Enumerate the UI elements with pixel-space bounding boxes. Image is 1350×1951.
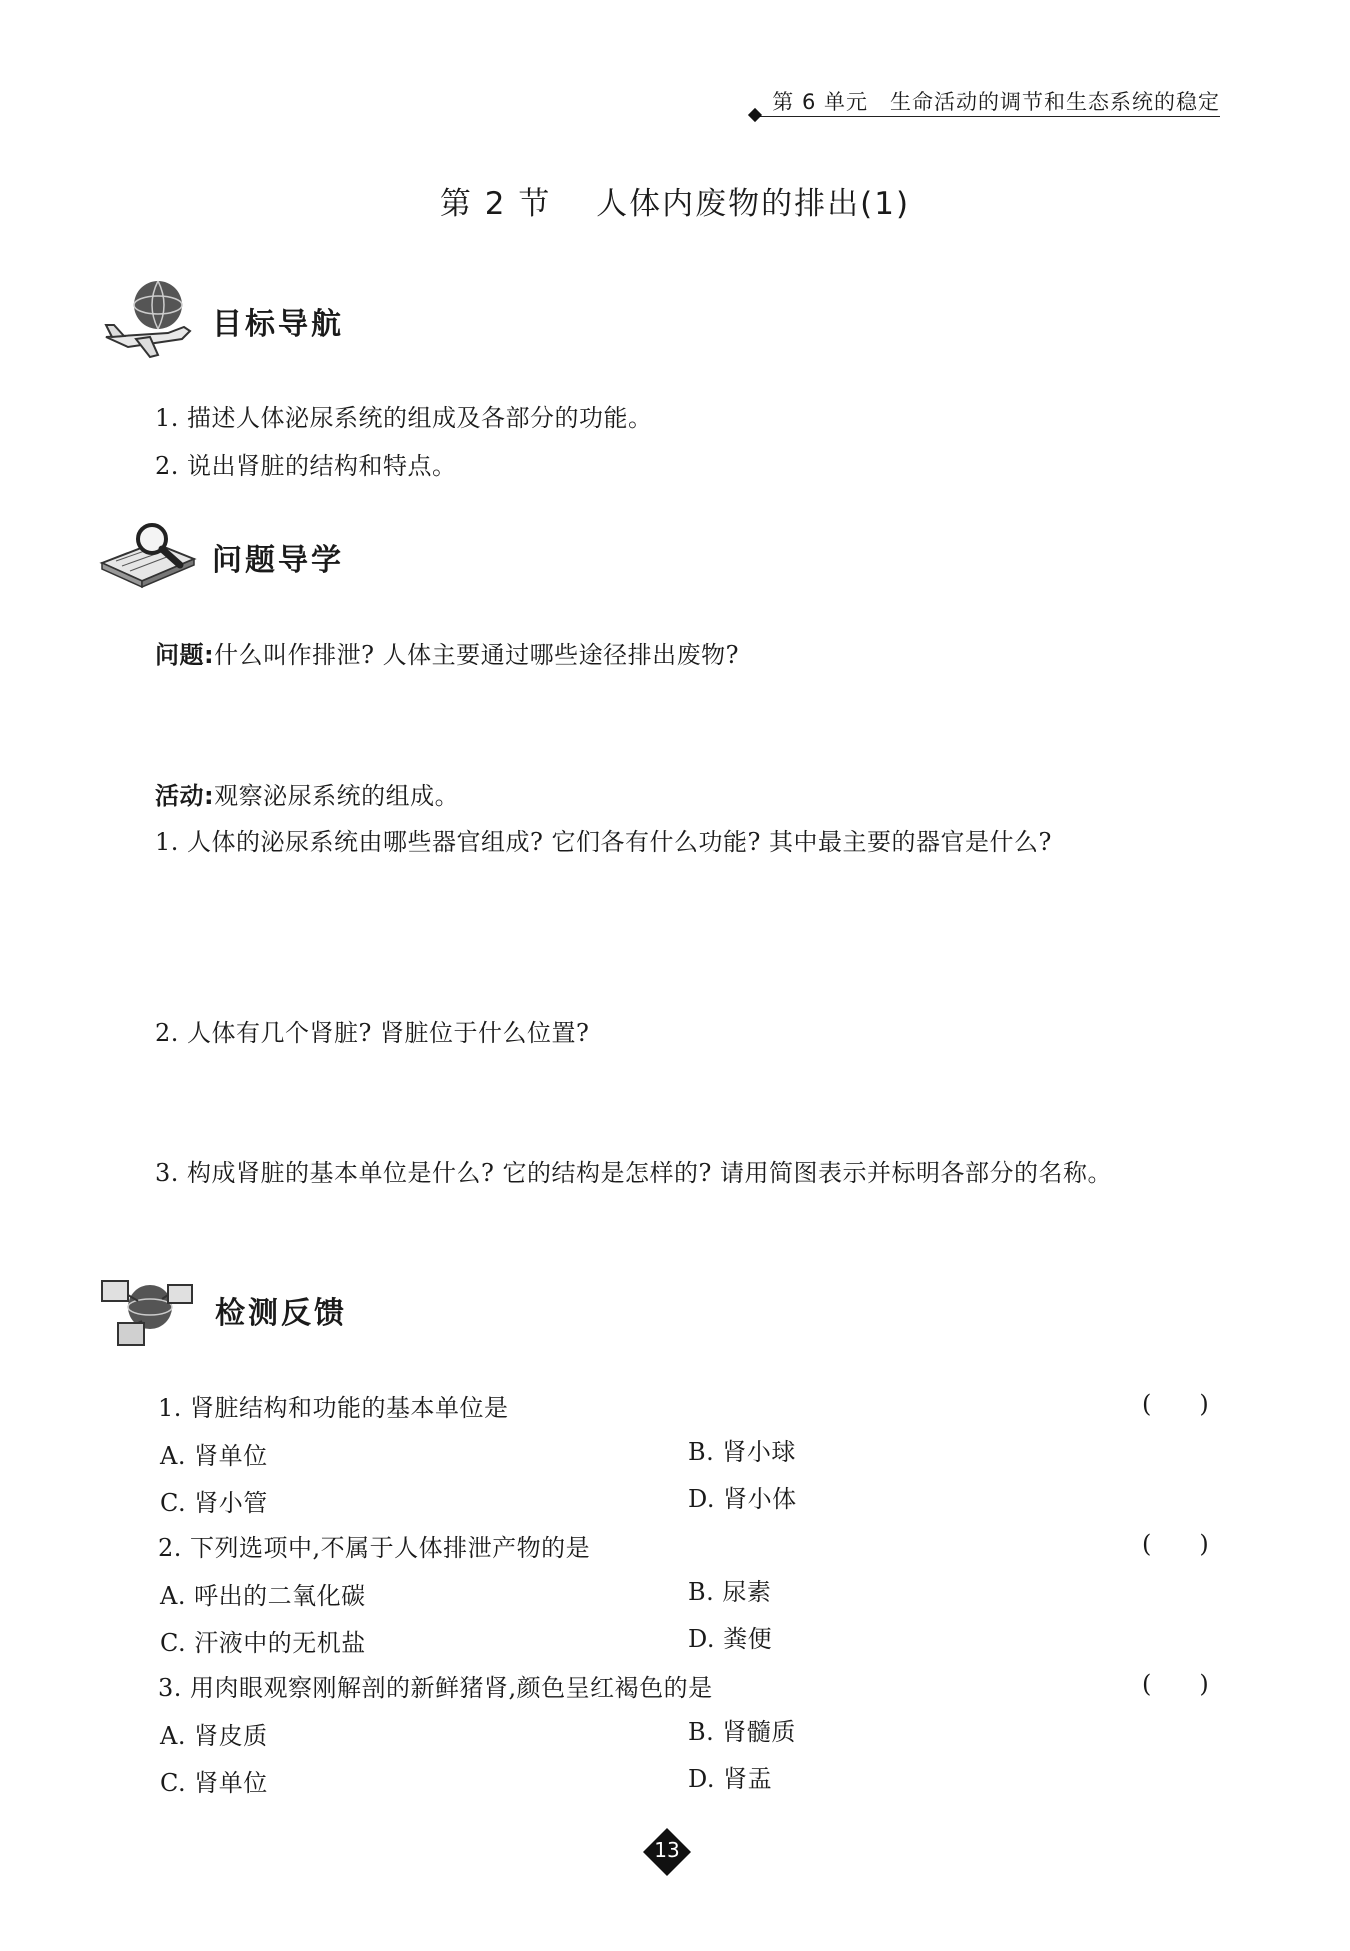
network-globe-icon [98,1265,198,1355]
answer-blank-3: ( ) [1142,1670,1209,1698]
goal-item-1: 1. 描述人体泌尿系统的组成及各部分的功能。 [155,404,653,432]
q2-option-b: B. 尿素 [688,1578,772,1606]
q3-option-c: C. 肾单位 [160,1769,268,1797]
activity-line [155,776,459,811]
page-number: 13 [654,1838,680,1862]
q2-option-d: D. 粪便 [688,1625,773,1653]
q2-option-c: C. 汗液中的无机盐 [160,1629,366,1657]
activity-item-2: 2. 人体有几个肾脏? 肾脏位于什么位置? [155,1019,590,1047]
answer-blank-1: ( ) [1142,1390,1209,1418]
running-header: 第 6 单元 生命活动的调节和生态系统的稳定 [772,90,1220,114]
q1-option-d: D. 肾小体 [688,1485,797,1513]
question-label: 问题: [155,641,215,669]
q3-option-b: B. 肾髓质 [688,1718,796,1746]
section-heading-questions: 问题导学 [212,543,344,578]
feedback-question-2: 2. 下列选项中,不属于人体排泄产物的是 [158,1534,591,1562]
activity-item-1: 1. 人体的泌尿系统由哪些器官组成? 它们各有什么功能? 其中最主要的器官是什么? [155,828,1052,856]
activity-text: 观察泌尿系统的组成。 [214,782,460,810]
section-heading-goals: 目标导航 [212,307,344,342]
q2-option-a: A. 呼出的二氧化碳 [160,1582,366,1610]
header-rule [760,116,1220,117]
q1-option-a: A. 肾单位 [160,1442,268,1470]
question-text: 什么叫作排泄? 人体主要通过哪些途径排出废物? [214,641,739,669]
q3-option-a: A. 肾皮质 [160,1722,268,1750]
globe-airplane-icon [98,275,198,365]
section-heading-feedback: 检测反馈 [215,1296,347,1331]
q1-option-b: B. 肾小球 [688,1438,796,1466]
magnifier-keyboard-icon [98,515,198,605]
activity-label: 活动: [155,782,215,810]
feedback-question-1: 1. 肾脏结构和功能的基本单位是 [158,1394,509,1422]
activity-item-3: 3. 构成肾脏的基本单位是什么? 它的结构是怎样的? 请用简图表示并标明各部分的名称。 [155,1159,1113,1187]
question-line [155,635,739,670]
feedback-question-3: 3. 用肉眼观察刚解剖的新鲜猪肾,颜色呈红褐色的是 [158,1674,713,1702]
goal-item-2: 2. 说出肾脏的结构和特点。 [155,452,457,480]
q1-option-c: C. 肾小管 [160,1489,268,1517]
answer-blank-2: ( ) [1142,1530,1209,1558]
q3-option-d: D. 肾盂 [688,1765,773,1793]
page-title: 第 2 节 人体内废物的排出(1) [439,186,911,222]
header-diamond-icon [748,108,762,122]
